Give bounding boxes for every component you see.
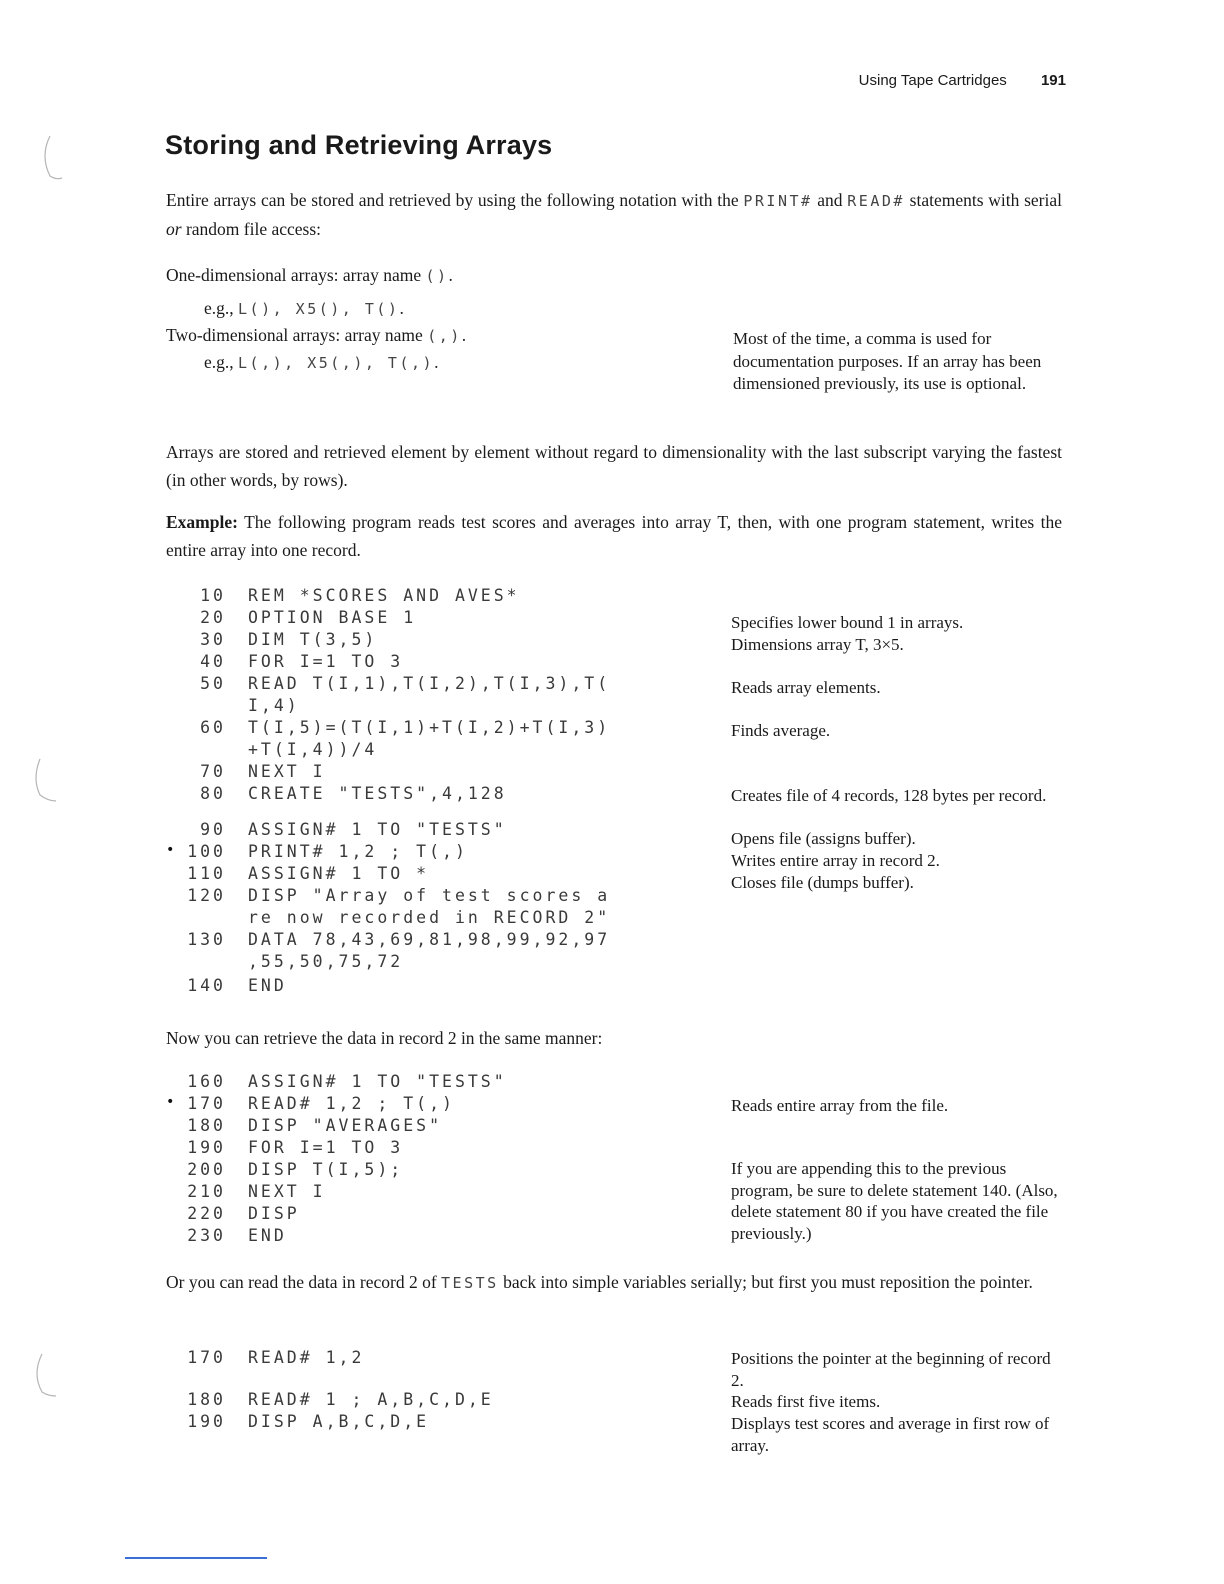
code-line	[168, 1348, 364, 1370]
line-number: 10	[200, 586, 226, 605]
example-paragraph	[166, 508, 1062, 564]
one-dim-eg: e.g.,	[204, 298, 239, 318]
print-keyword: PRINT#	[743, 192, 813, 210]
code-line-continuation	[168, 696, 300, 718]
line-number: 180	[187, 1390, 226, 1409]
note-line-90: Opens file (assigns buffer).	[731, 829, 916, 848]
line-code: END	[248, 976, 287, 995]
code-line	[168, 674, 610, 696]
example-label: Example:	[166, 512, 238, 532]
line-number: 30	[200, 630, 226, 649]
line-number: 190	[187, 1138, 226, 1157]
line-code: re now recorded in RECORD 2"	[248, 908, 611, 927]
code-line	[168, 976, 287, 998]
note-line-190: Displays test scores and average in first row of array.	[731, 1414, 1050, 1455]
line-code: CREATE "TESTS",4,128	[248, 784, 507, 803]
code-line	[168, 842, 468, 864]
line-code: READ# 1 ; A,B,C,D,E	[248, 1390, 494, 1409]
line-number: 130	[187, 930, 226, 949]
bullet-marker: •	[166, 842, 175, 858]
binder-hole-mark-icon	[30, 755, 60, 805]
two-dim-examples: L(,), X5(,), T(,)	[238, 354, 435, 372]
two-dim-label: Two-dimensional arrays: array name	[166, 325, 428, 345]
code-line	[168, 930, 610, 952]
line-code: NEXT I	[248, 1182, 326, 1201]
intro-text-1: Entire arrays can be stored and retrieved by using the following notation with the	[166, 190, 744, 210]
code-line	[168, 1390, 494, 1412]
line-number: 220	[187, 1204, 226, 1223]
one-dim-label: One-dimensional arrays: array name	[166, 265, 426, 285]
arrays-note-paragraph: Arrays are stored and retrieved element by element without regard to dimensionality with the last subscript varying the fastest (in other words, by rows).	[166, 442, 1062, 490]
footer-rule	[125, 1557, 267, 1559]
two-dim-end: .	[461, 325, 467, 345]
section-title: Storing and Retrieving Arrays	[165, 130, 553, 160]
line-code: END	[248, 1226, 287, 1245]
line-code: +T(I,4))/4	[248, 740, 378, 759]
note-line-50: Reads array elements.	[731, 678, 881, 697]
code-line	[168, 1160, 403, 1182]
two-dim-examples-end: .	[434, 352, 439, 372]
read-keyword: READ#	[847, 192, 905, 210]
one-dim-syntax: ()	[425, 267, 449, 285]
code-line	[168, 1182, 326, 1204]
page-number: 191	[1040, 72, 1066, 89]
code-line	[168, 886, 610, 908]
line-code: READ# 1,2 ; T(,)	[248, 1094, 455, 1113]
note-line-170: Reads entire array from the file.	[731, 1096, 949, 1115]
line-number: 160	[187, 1072, 226, 1091]
line-number: 170	[187, 1094, 226, 1113]
binder-hole-mark-icon	[36, 132, 66, 182]
two-dim-syntax: (,)	[427, 327, 462, 345]
header-title: Using Tape Cartridges	[858, 72, 1007, 89]
one-dim-examples-end: .	[399, 298, 404, 318]
line-number: 140	[187, 976, 226, 995]
line-number: 210	[187, 1182, 226, 1201]
code-line-continuation	[168, 908, 610, 930]
line-code: ASSIGN# 1 TO "TESTS"	[248, 820, 507, 839]
line-code: FOR I=1 TO 3	[248, 1138, 404, 1157]
intro-text-4: random file access:	[181, 219, 322, 239]
code-line	[168, 820, 507, 842]
note-line-80: Creates file of 4 records, 128 bytes per record.	[731, 786, 1047, 805]
line-code: DISP A,B,C,D,E	[248, 1412, 430, 1431]
example-text: The following program reads test scores and averages into array T, then, with one program statement, writes the entire array into one record.	[166, 512, 1062, 560]
code-line	[168, 652, 403, 674]
line-code: REM *SCORES AND AVES*	[248, 586, 520, 605]
code-line	[168, 864, 429, 886]
line-code: DISP T(I,5);	[248, 1160, 404, 1179]
line-number: 60	[200, 718, 226, 737]
code-line	[168, 586, 520, 608]
line-number: 50	[200, 674, 226, 693]
note-line-200: If you are appending this to the previous program, be sure to delete statement 140. (Also, delete statement 80 if you have created the file previously.)	[731, 1159, 1058, 1243]
line-number: 20	[200, 608, 226, 627]
line-code: ,55,50,75,72	[248, 952, 404, 971]
line-code: READ# 1,2	[248, 1348, 365, 1367]
reread-text-2: back into simple variables serially; but first you must reposition the pointer.	[498, 1272, 1033, 1292]
line-number: 90	[200, 820, 226, 839]
code-line	[168, 1204, 300, 1226]
code-line	[168, 630, 377, 652]
line-code: I,4)	[248, 696, 300, 715]
line-code: DISP	[248, 1204, 300, 1223]
line-code: PRINT# 1,2 ; T(,)	[248, 842, 468, 861]
one-dim-notation	[166, 262, 453, 322]
running-header	[859, 72, 1066, 89]
intro-paragraph	[166, 186, 1062, 243]
line-code: DISP "Array of test scores a	[248, 886, 611, 905]
line-number: 180	[187, 1116, 226, 1135]
line-code: DIM T(3,5)	[248, 630, 378, 649]
tests-keyword: TESTS	[441, 1274, 499, 1292]
note-line-60: Finds average.	[731, 721, 831, 740]
intro-text-3: statements with serial	[904, 190, 1062, 210]
code-line	[168, 1072, 507, 1094]
line-code: NEXT I	[248, 762, 326, 781]
code-line	[168, 608, 416, 630]
code-line	[168, 1116, 442, 1138]
comma-note: Most of the time, a comma is used for documentation purposes. If an array has been dimensioned previously, its use is optional.	[733, 329, 1042, 393]
line-code: DATA 78,43,69,81,98,99,92,97	[248, 930, 611, 949]
note-line-100: Writes entire array in record 2.	[731, 851, 940, 870]
line-code: DISP "AVERAGES"	[248, 1116, 443, 1135]
one-dim-end: .	[448, 265, 453, 285]
line-number: 100	[187, 842, 226, 861]
intro-emphasis: or	[166, 219, 182, 239]
code-line	[168, 1226, 287, 1248]
two-dim-eg: e.g.,	[204, 352, 239, 372]
line-code: ASSIGN# 1 TO *	[248, 864, 430, 883]
line-number: 170	[187, 1348, 226, 1367]
line-number: 200	[187, 1160, 226, 1179]
note-line-180: Reads first five items.	[731, 1392, 881, 1411]
line-number: 80	[200, 784, 226, 803]
note-line-20: Specifies lower bound 1 in arrays.	[731, 613, 964, 632]
line-number: 110	[187, 864, 226, 883]
line-number: 70	[200, 762, 226, 781]
code-line-continuation	[168, 952, 403, 974]
line-code: T(I,5)=(T(I,1)+T(I,2)+T(I,3)	[248, 718, 611, 737]
line-code: ASSIGN# 1 TO "TESTS"	[248, 1072, 507, 1091]
line-number: 230	[187, 1226, 226, 1245]
one-dim-examples: L(), X5(), T()	[238, 300, 400, 318]
line-code: FOR I=1 TO 3	[248, 652, 404, 671]
note-line-110: Closes file (dumps buffer).	[731, 873, 914, 892]
code-line	[168, 1412, 429, 1434]
reread-text-1: Or you can read the data in record 2 of	[166, 1272, 442, 1292]
line-number: 120	[187, 886, 226, 905]
line-code: READ T(I,1),T(I,2),T(I,3),T(	[248, 674, 611, 693]
code-line	[168, 1094, 455, 1116]
reread-paragraph	[166, 1268, 1062, 1297]
bullet-marker: •	[166, 1094, 175, 1110]
line-number: 40	[200, 652, 226, 671]
line-number: 190	[187, 1412, 226, 1431]
retrieve-paragraph: Now you can retrieve the data in record 2 in the same manner:	[166, 1028, 603, 1048]
line-code: OPTION BASE 1	[248, 608, 417, 627]
code-line	[168, 762, 326, 784]
two-dim-notation	[166, 322, 466, 376]
intro-text-2: and	[812, 190, 848, 210]
note-line-30: Dimensions array T, 3×5.	[731, 635, 904, 654]
binder-hole-mark-icon	[30, 1350, 60, 1400]
code-line	[168, 784, 507, 806]
code-line-continuation	[168, 740, 377, 762]
code-line	[168, 1138, 403, 1160]
code-line	[168, 718, 610, 740]
note-line-170b: Positions the pointer at the beginning of record 2.	[731, 1349, 1051, 1390]
